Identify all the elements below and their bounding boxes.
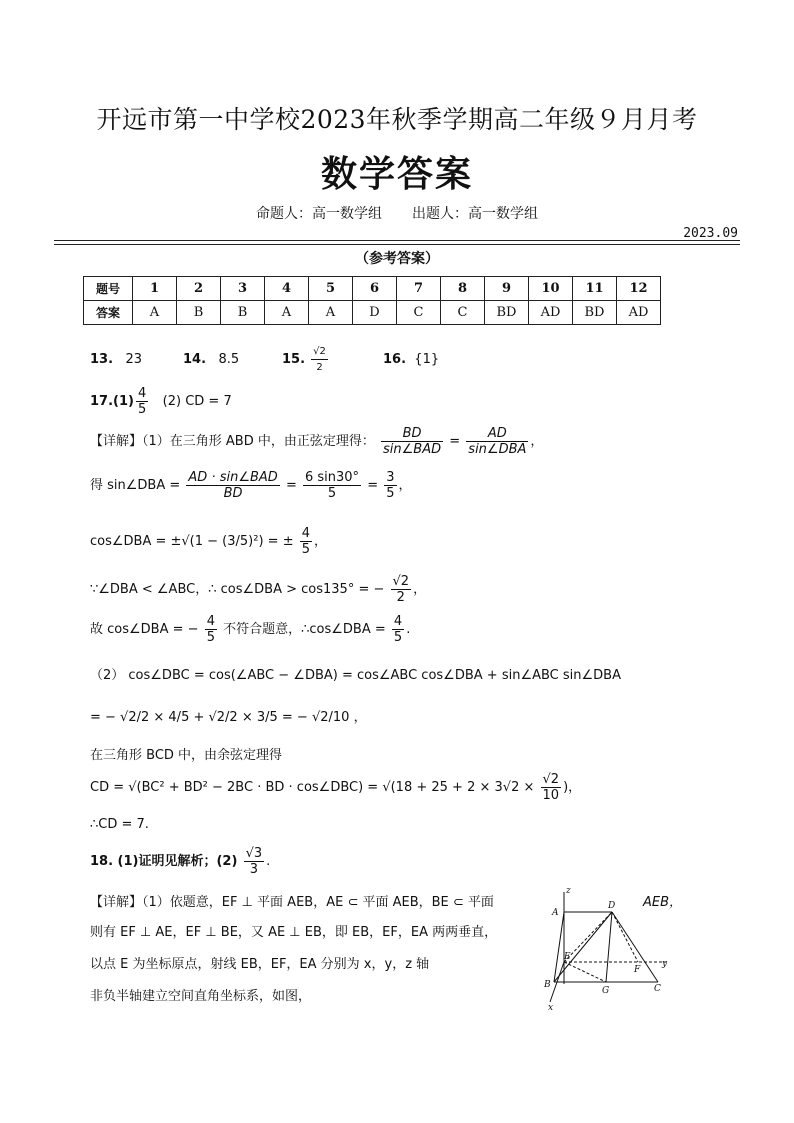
q17-line10: ∴CD = 7. bbox=[90, 817, 149, 832]
q18-line2: 则有 EF ⊥ AE，EF ⊥ BE，又 AE ⊥ EB，即 EB，EF，EA 两两垂直， bbox=[90, 925, 498, 940]
q17-line7: = − √2/2 × 4/5 + √2/2 × 3/5 = − √2/10 ， bbox=[90, 710, 367, 725]
exam-title: 开远市第一中学校2023年秋季学期高二年级９月月考 bbox=[96, 105, 698, 134]
answer-cell: C bbox=[397, 301, 441, 325]
q15: 15. $\frac{√2}{2}$ bbox=[282, 346, 326, 373]
label: x bbox=[548, 1003, 554, 1010]
label: A bbox=[552, 908, 559, 918]
answer-cell: AD bbox=[617, 301, 661, 325]
edge-DF bbox=[612, 912, 638, 962]
qnum: 7 bbox=[397, 277, 441, 301]
q18-line3: 以点 E 为坐标原点，射线 EB，EF，EA 分别为 x，y，z 轴 bbox=[90, 957, 430, 972]
label: E bbox=[564, 952, 571, 962]
q17-line9: CD = √(BC² + BD² − 2BC · BD · cos∠DBC) = √(18 + 25 + 2 × 3√2 × $\frac{√2}{10}$ )， bbox=[90, 772, 582, 803]
answer-cell: B bbox=[221, 301, 265, 325]
header-rule-thin bbox=[54, 244, 740, 245]
qnum: 11 bbox=[573, 277, 617, 301]
q14: 14. 8.5 bbox=[183, 352, 240, 367]
answer-cell: D bbox=[353, 301, 397, 325]
qnum: 2 bbox=[177, 277, 221, 301]
answer-table bbox=[83, 276, 661, 325]
qnum: 10 bbox=[529, 277, 573, 301]
label: z bbox=[566, 886, 571, 896]
label: G bbox=[602, 986, 610, 996]
header-rule bbox=[54, 240, 740, 241]
answer-cell: AD bbox=[529, 301, 573, 325]
q18-summary: 18. (1)证明见解析；(2) $\frac{√3}{3}$ . bbox=[90, 846, 271, 877]
question-number-row bbox=[84, 277, 661, 301]
reviewer: 出题人：高一数学组 bbox=[412, 206, 538, 222]
q17-line8: 在三角形 BCD 中，由余弦定理得 bbox=[90, 748, 283, 763]
q17-line6: （2） cos∠DBC = cos(∠ABC − ∠DBA) = cos∠ABC cos∠DBA + sin∠ABC sin∠DBA bbox=[90, 668, 621, 683]
answer-cell: B bbox=[177, 301, 221, 325]
q17-line1: 【详解】（1）在三角形 ABD 中，由正弦定理得： $\frac{BD}{\text{sin∠BAD}}$ = $\frac{AD}{\text{sin∠DBA}}$ ， bbox=[90, 426, 544, 457]
qnum: 9 bbox=[485, 277, 529, 301]
q16: 16. {1} bbox=[383, 352, 440, 367]
q17-line5: 故 cos∠DBA = − $\frac{4}{5}$ 不符合题意，∴cos∠DBA = $\frac{4}{5}$ . bbox=[90, 614, 411, 645]
q18-line4: 非负半轴建立空间直角坐标系，如图， bbox=[90, 989, 312, 1004]
q17-line3: cos∠DBA = ±√(1 − (3/5)²) = ± $\frac{4}{5}$ ， bbox=[90, 526, 328, 557]
label: F bbox=[634, 965, 641, 975]
answer-cell: C bbox=[441, 301, 485, 325]
q15-fraction: $\frac{√2}{2}$ bbox=[313, 346, 326, 373]
q13: 13. 23 bbox=[90, 352, 142, 367]
answer-cell: A bbox=[265, 301, 309, 325]
qnum: 8 bbox=[441, 277, 485, 301]
edge-ED bbox=[564, 912, 612, 962]
row-label-number: 题号 bbox=[84, 277, 133, 301]
q18-line1: 【详解】（1）依题意，EF ⊥ 平面 AEB，AE ⊂ 平面 AEB，BE ⊂ 平面 bbox=[90, 895, 494, 910]
qnum: 5 bbox=[309, 277, 353, 301]
section-heading: （参考答案） bbox=[355, 251, 439, 267]
row-label-answer: 答案 bbox=[84, 301, 133, 325]
answer-row bbox=[84, 301, 661, 325]
answer-cell: A bbox=[309, 301, 353, 325]
label: y bbox=[662, 959, 668, 969]
answer-heading: 数学答案 bbox=[320, 154, 473, 195]
answer-cell: A bbox=[133, 301, 177, 325]
q17-line4: ∵∠DBA < ∠ABC，∴ cos∠DBA > cos135° = − $\frac{√2}{2}$ ， bbox=[90, 574, 427, 605]
edge-DG bbox=[606, 912, 612, 982]
q18-line1-tail: AEB， bbox=[643, 895, 683, 910]
label: B bbox=[544, 980, 551, 990]
qnum: 3 bbox=[221, 277, 265, 301]
qnum: 12 bbox=[617, 277, 661, 301]
exam-date: 2023.09 bbox=[683, 226, 738, 241]
answer-cell: BD bbox=[573, 301, 617, 325]
qnum: 4 bbox=[265, 277, 309, 301]
q17-line2: 得 sin∠DBA = $\frac{\text{AD · sin∠BAD}}{BD}$ = $\frac{6 \sin 30^\circ}{5}$ = $\frac{3}{5}$ ， bbox=[90, 470, 412, 501]
q17-summary: 17.(1) $\frac{4}{5}$ (2) CD = 7 bbox=[90, 386, 232, 417]
qnum: 1 bbox=[133, 277, 177, 301]
qnum: 6 bbox=[353, 277, 397, 301]
setter: 命题人：高一数学组 bbox=[256, 206, 382, 222]
answer-cell: BD bbox=[485, 301, 529, 325]
label: D bbox=[608, 901, 616, 911]
label: C bbox=[654, 984, 661, 994]
coordinate-figure bbox=[538, 884, 674, 1010]
edge-EG bbox=[564, 962, 606, 982]
author-line bbox=[0, 203, 794, 223]
